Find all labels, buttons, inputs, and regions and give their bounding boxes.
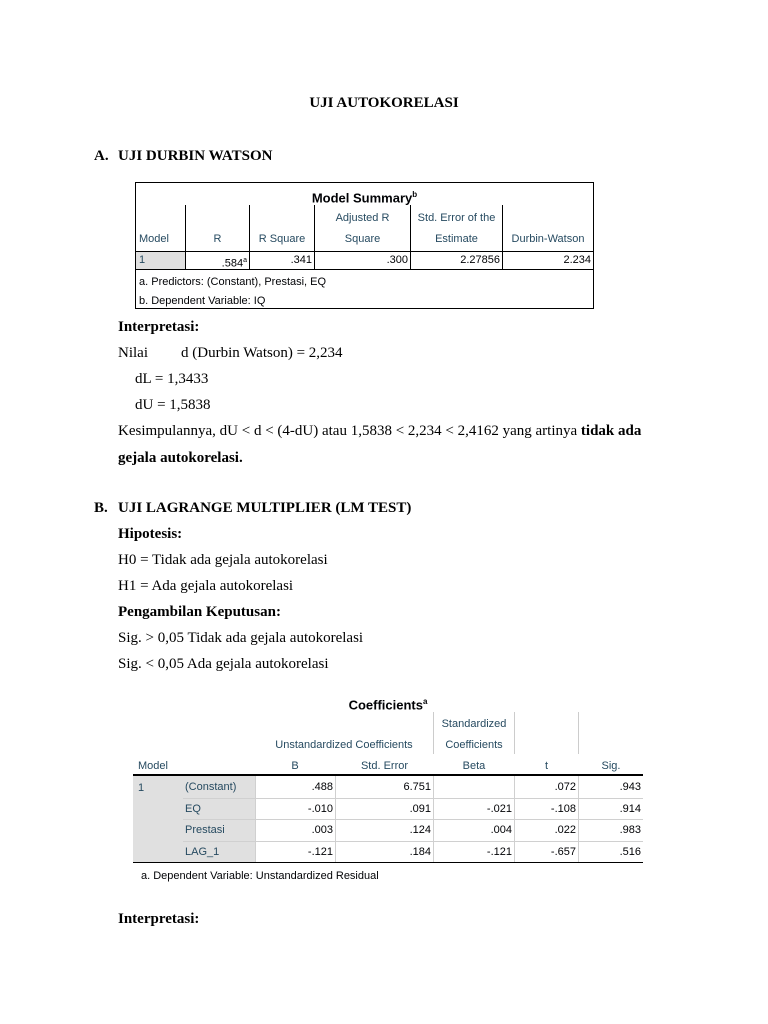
- ms-header-adj-r-1: Adjusted R: [335, 212, 390, 224]
- model-summary-table: [135, 182, 594, 309]
- co-cell-b: -.010: [307, 802, 333, 815]
- ms-row-r-square: .341: [290, 254, 312, 266]
- co-header-model: Model: [138, 760, 168, 772]
- section-b-letter: B.: [94, 500, 108, 516]
- co-row-divider: [183, 819, 643, 820]
- co-cell-beta: .004: [490, 824, 512, 836]
- interpretation-a-label: Interpretasi:: [118, 319, 200, 335]
- co-col-divider: [433, 776, 434, 862]
- hypothesis-h0: H0 = Tidak ada gejala autokorelasi: [118, 552, 328, 568]
- decision-rule-1: Sig. > 0,05 Tidak ada gejala autokorelasi: [118, 630, 364, 646]
- co-footnote: a. Dependent Variable: Unstandardized Residual: [141, 870, 379, 882]
- co-cell-sig: .943: [619, 781, 641, 793]
- co-header-std-2: Coefficients: [445, 739, 503, 751]
- co-model-number: 1: [138, 782, 145, 794]
- co-header-sig: Sig.: [601, 760, 621, 772]
- ms-header-r: R: [213, 233, 222, 245]
- co-header-unstd: Unstandardized Coefficients: [275, 739, 413, 751]
- co-cell-t: .072: [554, 781, 576, 793]
- co-cell-t: -.108: [550, 802, 576, 815]
- ms-header-std-err-1: Std. Error of the: [417, 212, 496, 224]
- co-header-std-1: Standardized: [441, 718, 507, 730]
- ms-header-std-err-2: Estimate: [435, 233, 478, 245]
- co-header-t: t: [544, 760, 549, 772]
- conclusion-line-2: gejala autokorelasi.: [118, 450, 243, 466]
- hypothesis-label: Hipotesis:: [118, 526, 183, 542]
- coefficients-table: [133, 692, 643, 887]
- co-cell-se: 6.751: [403, 781, 431, 793]
- decision-rule-2: Sig. < 0,05 Ada gejala autokorelasi: [118, 656, 329, 672]
- co-cell-name: EQ: [185, 802, 201, 815]
- co-row-divider: [183, 841, 643, 842]
- co-cell-se: .091: [409, 802, 431, 815]
- decision-label: Pengambilan Keputusan:: [118, 604, 281, 620]
- co-cell-t: -.657: [550, 845, 576, 858]
- co-row-divider: [183, 798, 643, 799]
- co-header-std-error: Std. Error: [360, 760, 409, 772]
- co-cell-name: LAG_1: [185, 845, 220, 858]
- co-cell-b: .488: [311, 781, 333, 793]
- co-cell-sig: .914: [619, 802, 641, 815]
- ms-row-r: .584$^a$: [221, 257, 247, 270]
- co-cell-name: Prestasi: [185, 824, 225, 836]
- nilai-value: d (Durbin Watson) = 2,234: [181, 345, 343, 361]
- model-summary-title: Model Summary$^b$: [311, 190, 418, 206]
- ms-row-model: 1: [139, 254, 146, 266]
- co-col-divider: [578, 776, 579, 862]
- section-a-heading: UJI DURBIN WATSON: [118, 148, 273, 164]
- co-cell-se: .124: [409, 824, 431, 836]
- co-cell-beta: -.121: [486, 845, 512, 858]
- nilai-label: Nilai: [118, 345, 148, 361]
- co-cell-sig: .516: [619, 845, 641, 858]
- co-col-divider: [255, 776, 256, 862]
- dl-value: dL = 1,3433: [135, 371, 209, 387]
- co-header-beta: Beta: [462, 760, 486, 772]
- co-header-b: B: [291, 760, 299, 772]
- co-cell-se: .184: [409, 845, 431, 858]
- co-cell-t: .022: [554, 824, 576, 836]
- ms-header-r-square: R Square: [258, 233, 306, 245]
- hypothesis-h1: H1 = Ada gejala autokorelasi: [118, 578, 294, 594]
- du-value: dU = 1,5838: [135, 397, 211, 413]
- co-col-divider: [514, 776, 515, 862]
- page-title: UJI AUTOKORELASI: [309, 95, 459, 111]
- co-col-divider: [335, 776, 336, 862]
- coefficients-title: Coefficients$^a$: [348, 697, 428, 713]
- ms-header-adj-r-2: Square: [344, 233, 381, 245]
- co-cell-name: (Constant): [185, 781, 237, 793]
- co-cell-beta: -.021: [486, 802, 512, 815]
- ms-footnote-a: a. Predictors: (Constant), Prestasi, EQ: [139, 276, 327, 288]
- section-b-heading: UJI LAGRANGE MULTIPLIER (LM TEST): [118, 500, 412, 516]
- interpretation-b-label: Interpretasi:: [118, 911, 200, 927]
- ms-header-durbin-watson: Durbin-Watson: [511, 233, 585, 245]
- ms-row-durbin-watson: 2.234: [563, 254, 591, 266]
- ms-header-model: Model: [139, 233, 169, 245]
- ms-row-adj-r-square: .300: [386, 254, 408, 266]
- co-cell-b: -.121: [307, 845, 333, 858]
- ms-footnote-b: b. Dependent Variable: IQ: [139, 295, 266, 307]
- section-a-letter: A.: [94, 148, 109, 164]
- ms-row-std-error: 2.27856: [460, 254, 500, 266]
- co-cell-sig: .983: [619, 824, 641, 836]
- conclusion-line-1: Kesimpulannya, dU < d < (4-dU) atau 1,5838 < 2,234 < 2,4162 yang artinya tidak ada: [118, 423, 642, 439]
- co-cell-b: .003: [311, 824, 333, 836]
